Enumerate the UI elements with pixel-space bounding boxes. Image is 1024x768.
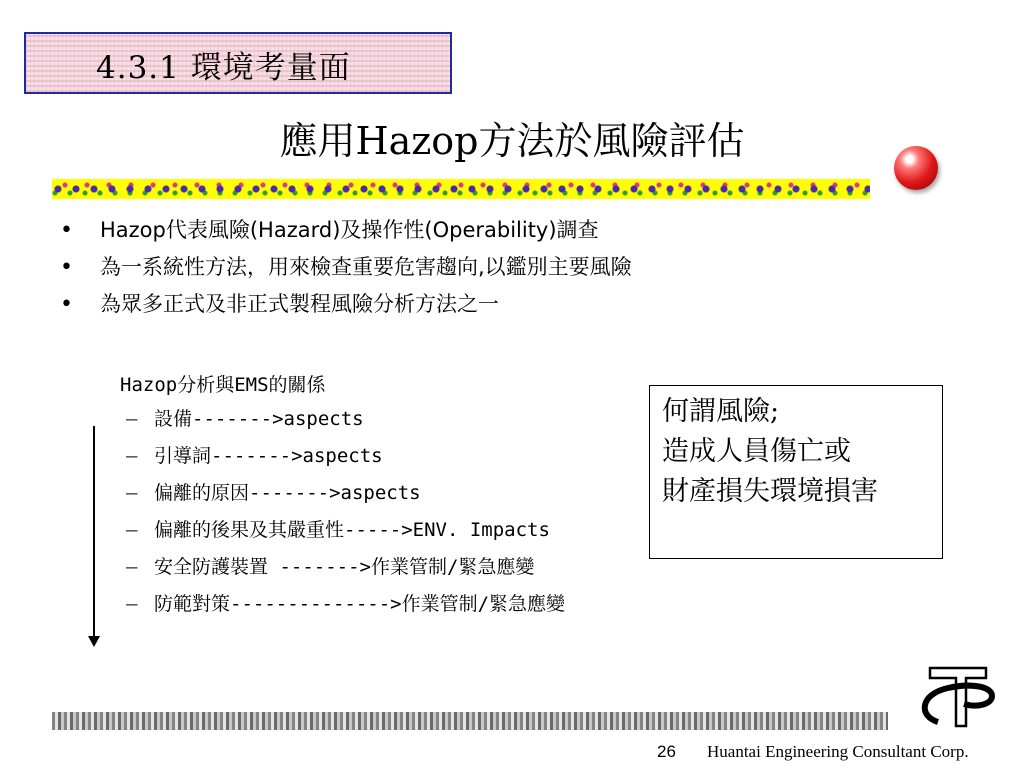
footer-divider [52, 712, 888, 730]
relation-item [126, 549, 565, 586]
risk-definition-box [649, 385, 943, 559]
relation-dash: – [126, 519, 138, 541]
down-arrow-icon [93, 426, 95, 640]
risk-line: 何謂風險; [662, 396, 780, 427]
bullet-item [60, 212, 632, 249]
relation-title: Hazop分析與EMS的關係 [120, 374, 326, 396]
relation-dash: – [126, 482, 138, 504]
bullet-text: 為一系統性方法，用來檢查重要危害趨向,以鑑別主要風險 [100, 255, 632, 279]
bullet-list [60, 212, 632, 323]
floral-divider [52, 179, 870, 199]
relation-dash: – [126, 593, 138, 615]
bullet-item [60, 249, 632, 286]
relation-text: 設備------->aspects [154, 408, 364, 430]
bullet-text: Hazop代表風險(Hazard)及操作性(Operability)調查 [100, 218, 599, 242]
relation-item [126, 512, 565, 549]
relation-dash: – [126, 445, 138, 467]
relation-dash: – [126, 408, 138, 430]
relation-list [126, 401, 565, 623]
bullet-dot: • [60, 255, 73, 280]
bullet-item [60, 286, 632, 323]
page-number: 26 [657, 742, 676, 761]
bullet-dot: • [60, 218, 73, 243]
relation-item [126, 401, 565, 438]
risk-line: 造成人員傷亡或 [662, 436, 851, 467]
company-logo-icon [908, 664, 998, 728]
slide-title: 應用Hazop方法於風險評估 [279, 119, 745, 163]
bullet-text: 為眾多正式及非正式製程風險分析方法之一 [100, 292, 499, 316]
relation-item [126, 586, 565, 623]
red-ball-icon [894, 146, 938, 190]
relation-text: 偏離的原因------->aspects [154, 482, 421, 504]
relation-text: 引導詞------->aspects [154, 445, 383, 467]
section-tag: 4.3.1 環境考量面 [96, 50, 351, 86]
relation-text: 防範對策-------------->作業管制/緊急應變 [154, 593, 566, 615]
company-name: Huantai Engineering Consultant Corp. [707, 742, 969, 761]
relation-dash: – [126, 556, 138, 578]
relation-item [126, 438, 565, 475]
risk-line: 財產損失環境損害 [662, 476, 878, 507]
relation-text: 偏離的後果及其嚴重性----->ENV. Impacts [154, 519, 550, 541]
relation-item [126, 475, 565, 512]
relation-text: 安全防護裝置 ------->作業管制/緊急應變 [154, 556, 535, 578]
arrow-head-icon [88, 636, 100, 647]
bullet-dot: • [60, 292, 73, 317]
